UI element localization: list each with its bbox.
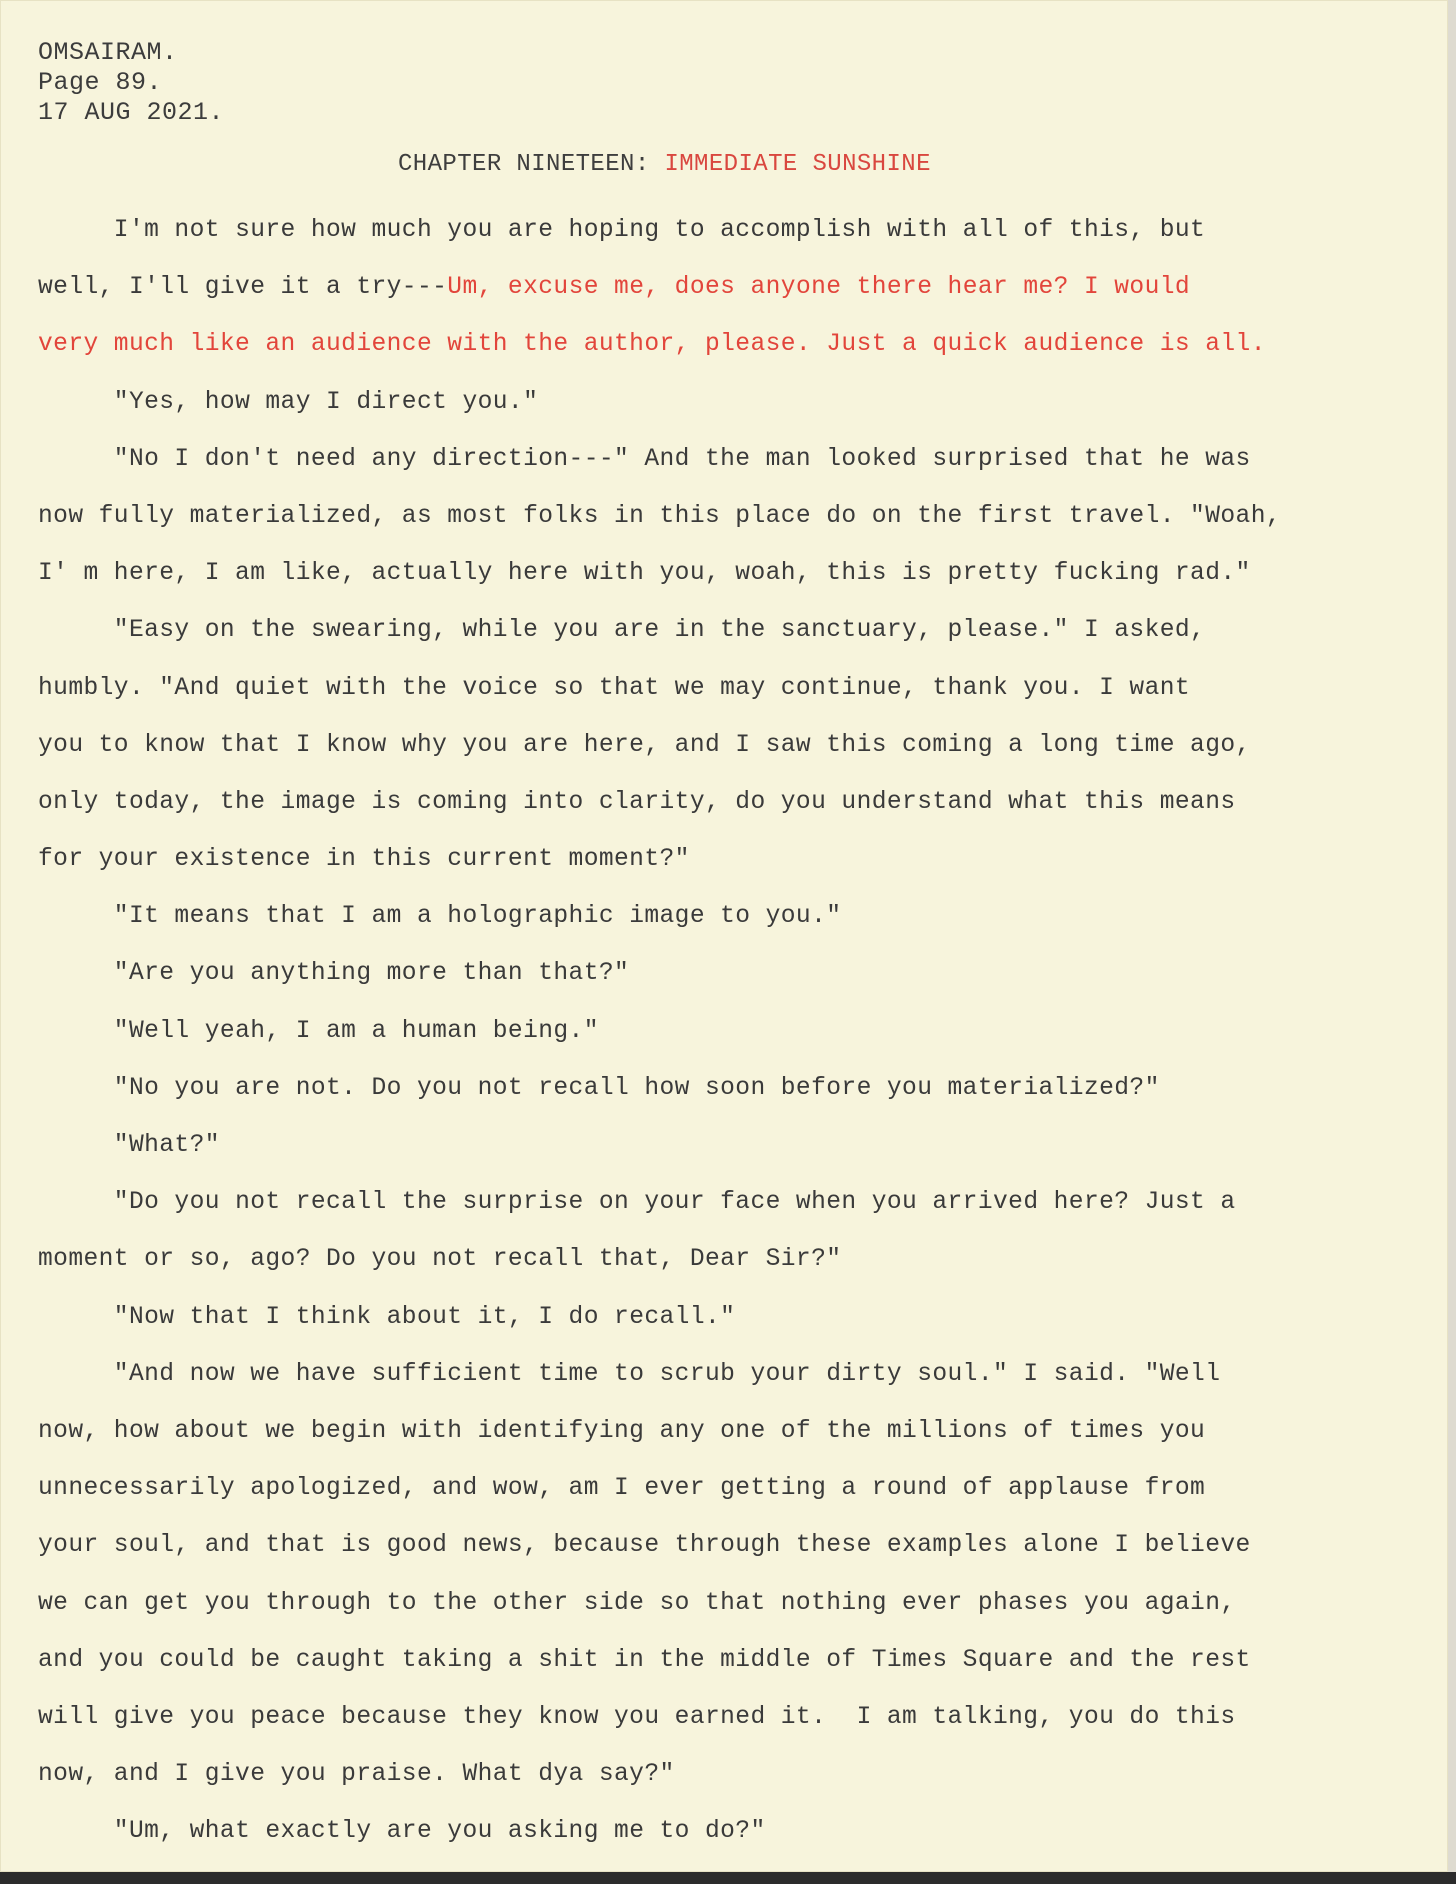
text-line: [38, 602, 1438, 659]
text-line: [38, 316, 1438, 373]
line-indent: [38, 389, 114, 416]
text-line: [38, 1174, 1438, 1231]
scan-bottom-edge: [0, 1872, 1456, 1884]
line-indent: [38, 1132, 114, 1159]
text-line: [38, 1575, 1438, 1632]
text-line: [38, 660, 1438, 717]
line-indent: [38, 1304, 114, 1331]
text-line: [38, 202, 1438, 259]
page-header: [38, 38, 224, 128]
text-line: [38, 374, 1438, 431]
line-text: moment or so, ago? Do you not recall that, Dear Sir?": [38, 1246, 842, 1274]
line-text: for your existence in this current moment?": [38, 846, 690, 874]
line-text: unnecessarily apologized, and wow, am I ever getting a round of applause from: [38, 1475, 1206, 1503]
red-ribbon-text: Um, excuse me, does anyone there hear me? I would: [447, 274, 1191, 302]
line-text: "No I don't need any direction---" And the man looked surprised that he was: [113, 445, 1251, 473]
text-line: [38, 1060, 1438, 1117]
line-text: well, I'll give it a try---: [38, 274, 448, 302]
text-line: [38, 1346, 1438, 1403]
line-text: "Easy on the swearing, while you are in the sanctuary, please." I asked,: [113, 617, 1206, 645]
text-line: [38, 1289, 1438, 1346]
line-text: "Yes, how may I direct you.": [113, 388, 539, 416]
chapter-label: CHAPTER NINETEEN:: [398, 151, 650, 178]
line-text: will give you peace because they know you earned it. I am talking, you do this: [38, 1703, 1236, 1731]
text-line: [38, 1460, 1438, 1517]
line-text: your soul, and that is good news, because through these examples alone I believe: [38, 1532, 1251, 1560]
line-indent: [38, 617, 114, 644]
line-text: now fully materialized, as most folks in this place do on the first travel. "Woah,: [38, 502, 1282, 530]
line-text: you to know that I know why you are here, and I saw this coming a long time ago,: [38, 731, 1251, 759]
text-line: [38, 1003, 1438, 1060]
text-line: [38, 945, 1438, 1002]
line-text: "It means that I am a holographic image to you.": [113, 903, 842, 931]
line-text: "Well yeah, I am a human being.": [113, 1017, 599, 1045]
text-line: [38, 545, 1438, 602]
line-text: "Um, what exactly are you asking me to do?": [113, 1818, 766, 1846]
text-line: [38, 488, 1438, 545]
line-text: "Now that I think about it, I do recall.": [113, 1303, 736, 1331]
line-indent: [38, 1818, 114, 1845]
line-indent: [38, 1075, 114, 1102]
body-text: [38, 202, 1438, 1860]
page-number: Page 89.: [38, 68, 163, 97]
line-text: "What?": [113, 1132, 220, 1159]
scan-right-edge: [1448, 0, 1456, 1884]
chapter-heading: [398, 150, 931, 180]
text-line: [38, 1231, 1438, 1288]
text-line: [38, 888, 1438, 945]
text-line: [38, 1632, 1438, 1689]
line-text: and you could be caught taking a shit in the middle of Times Square and the rest: [38, 1646, 1251, 1674]
line-text: we can get you through to the other side so that nothing ever phases you again,: [38, 1589, 1236, 1617]
text-line: [38, 1746, 1438, 1803]
text-line: [38, 1689, 1438, 1746]
line-text: "And now we have sufficient time to scrub your dirty soul." I said. "Well: [113, 1360, 1221, 1388]
line-text: only today, the image is coming into clarity, do you understand what this means: [38, 788, 1236, 816]
chapter-title: IMMEDIATE SUNSHINE: [664, 151, 931, 178]
line-indent: [38, 1189, 114, 1216]
line-text: now, and I give you praise. What dya say?": [38, 1761, 675, 1789]
text-line: [38, 1117, 1438, 1174]
text-line: [38, 1803, 1438, 1860]
line-text: now, how about we begin with identifying any one of the millions of times you: [38, 1417, 1206, 1445]
line-text: I'm not sure how much you are hoping to accomplish with all of this, but: [113, 217, 1206, 244]
text-line: [38, 774, 1438, 831]
line-indent: [38, 1018, 114, 1045]
line-indent: [38, 446, 114, 473]
line-text: humbly. "And quiet with the voice so that we may continue, thank you. I want: [38, 674, 1191, 702]
line-indent: [38, 217, 114, 244]
line-text: "Are you anything more than that?": [113, 960, 630, 988]
text-line: [38, 1403, 1438, 1460]
line-text: "Do you not recall the surprise on your face when you arrived here? Just a: [113, 1189, 1236, 1217]
text-line: [38, 1517, 1438, 1574]
page-date: 17 AUG 2021.: [38, 98, 225, 127]
red-ribbon-text: very much like an audience with the author, please. Just a quick audience is all.: [38, 331, 1266, 359]
line-text: "No you are not. Do you not recall how soon before you materialized?": [113, 1074, 1160, 1102]
line-indent: [38, 903, 114, 930]
line-indent: [38, 960, 114, 987]
line-text: I' m here, I am like, actually here with you, woah, this is pretty fucking rad.": [38, 560, 1251, 588]
header-title: OMSAIRAM.: [38, 38, 178, 67]
text-line: [38, 717, 1438, 774]
text-line: [38, 831, 1438, 888]
line-indent: [38, 1361, 114, 1388]
text-line: [38, 431, 1438, 488]
text-line: [38, 259, 1438, 316]
